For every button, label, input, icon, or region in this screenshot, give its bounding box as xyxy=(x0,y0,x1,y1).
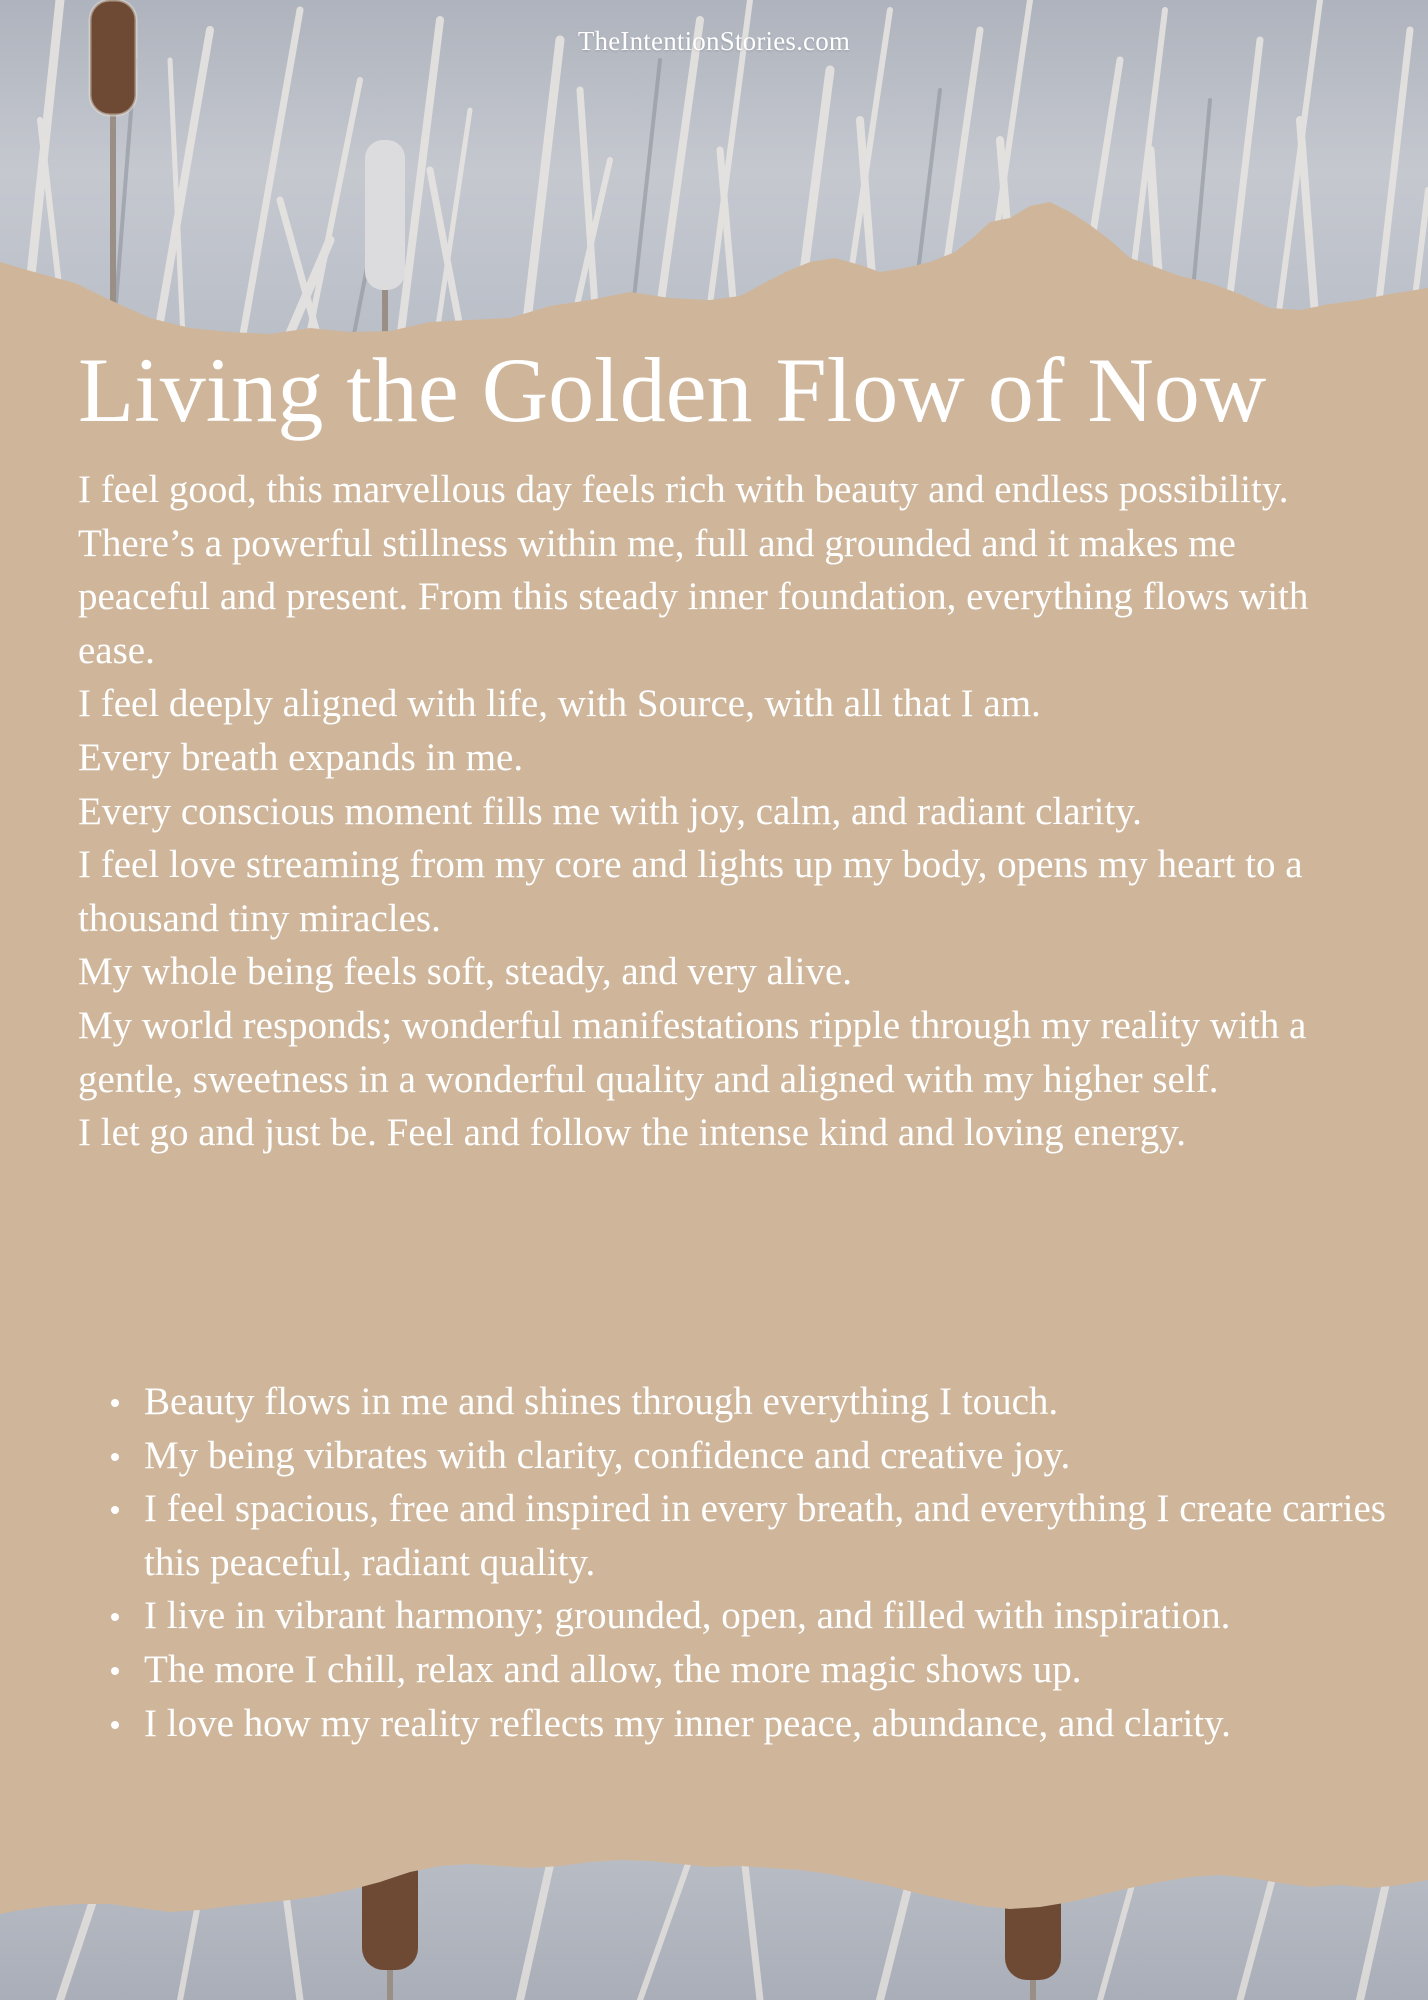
intention-paragraph: There’s a powerful stillness within me, full and grounded and it makes me peaceful and present. From this steady inner foundation, everything flows with ease. xyxy=(78,521,1309,672)
page-title: Living the Golden Flow of Now xyxy=(78,339,1267,441)
affirmation-item xyxy=(144,1643,1428,1697)
affirmation-item xyxy=(144,1429,1428,1483)
intention-paragraph: Every conscious moment fills me with joy, calm, and radiant clarity. xyxy=(78,789,1142,833)
intention-body xyxy=(78,463,1368,1160)
intention-paragraph: I feel deeply aligned with life, with Source, with all that I am. xyxy=(78,682,1041,726)
intention-paragraph: I feel love streaming from my core and lights up my body, opens my heart to a thousand tiny miracles. xyxy=(78,843,1303,940)
site-url[interactable]: TheIntentionStories.com xyxy=(577,26,851,56)
affirmation-list xyxy=(78,1375,1428,1750)
intention-paragraph: I let go and just be. Feel and follow the intense kind and loving energy. xyxy=(78,1111,1187,1155)
intention-paragraph: My world responds; wonderful manifestations ripple through my reality with a gentle, sweetness in a wonderful quality and aligned with my higher self. xyxy=(78,1003,1307,1101)
affirmation-text: My being vibrates with clarity, confidence and creative joy. xyxy=(144,1433,1071,1477)
bullet-dot-icon xyxy=(111,1506,119,1514)
bullet-dot-icon xyxy=(111,1667,119,1675)
intention-paragraph: My whole being feels soft, steady, and very alive. xyxy=(78,950,853,994)
bullet-dot-icon xyxy=(111,1613,119,1621)
affirmation-item xyxy=(144,1589,1428,1643)
affirmation-item xyxy=(144,1375,1428,1429)
affirmation-text: I love how my reality reflects my inner peace, abundance, and clarity. xyxy=(144,1701,1231,1745)
affirmation-text: I live in vibrant harmony; grounded, open, and filled with inspiration. xyxy=(144,1594,1231,1638)
affirmation-text: Beauty flows in me and shines through everything I touch. xyxy=(144,1380,1059,1423)
bullet-dot-icon xyxy=(111,1721,119,1729)
affirmation-item xyxy=(144,1482,1428,1589)
affirmation-text: I feel spacious, free and inspired in every breath, and everything I create carries this peaceful, radiant quality. xyxy=(144,1487,1386,1584)
intention-paragraph: I feel good, this marvellous day feels rich with beauty and endless possibility. xyxy=(78,468,1289,511)
bullet-dot-icon xyxy=(111,1399,119,1407)
affirmation-item xyxy=(144,1697,1428,1751)
intention-paragraph: Every breath expands in me. xyxy=(78,735,524,779)
affirmation-text: The more I chill, relax and allow, the more magic shows up. xyxy=(144,1647,1082,1691)
bullet-dot-icon xyxy=(111,1453,119,1461)
